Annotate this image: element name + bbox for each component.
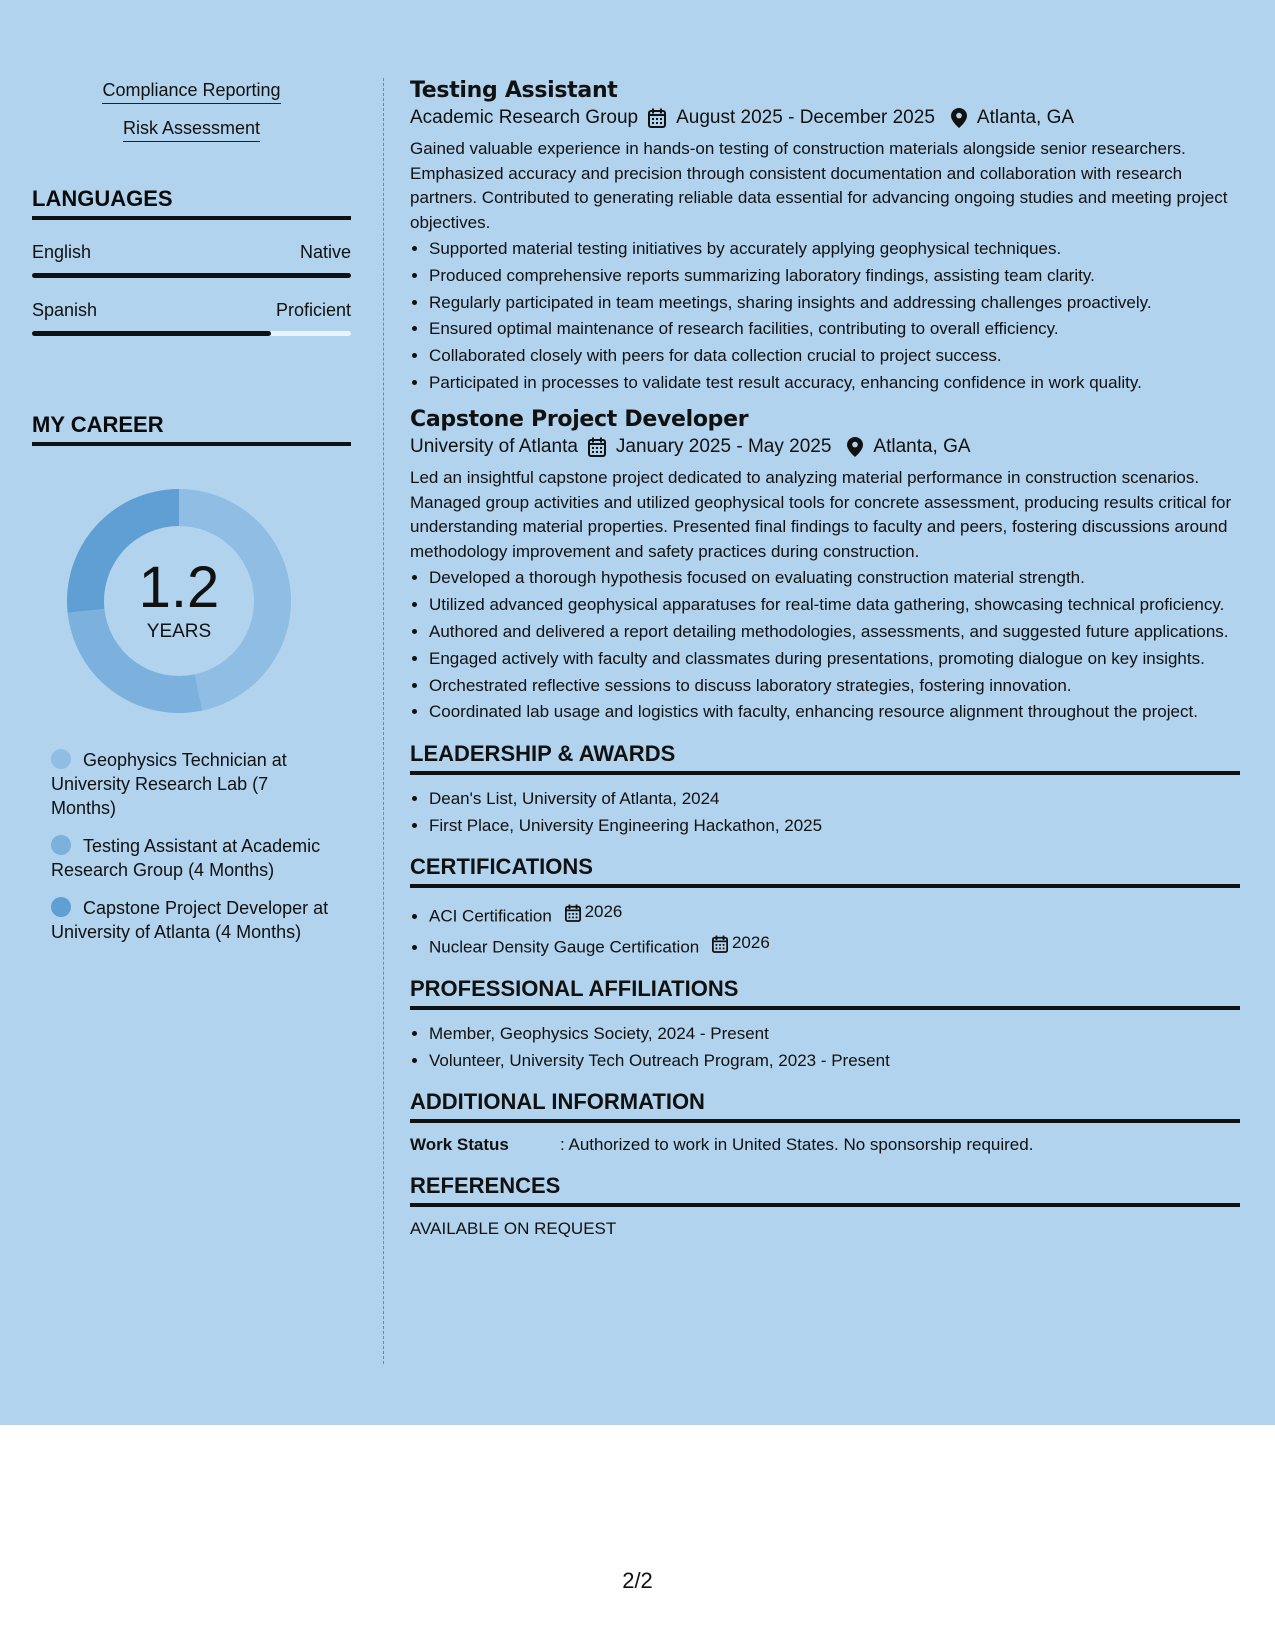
career-legend-label: Capstone Project Developer at University of Atlanta (4 Months) <box>51 898 329 942</box>
references-text: AVAILABLE ON REQUEST <box>410 1219 617 1239</box>
skill-label: Risk Assessment <box>123 118 260 142</box>
certification-name: Nuclear Density Gauge Certification <box>429 937 700 957</box>
legend-dot <box>51 835 71 855</box>
languages-heading: LANGUAGES <box>32 186 351 220</box>
list-item: • First Place, University Engineering Hackathon, 2025 <box>429 814 1240 839</box>
certification-year: 2026 <box>584 902 623 922</box>
career-legend-label: Testing Assistant at Academic Research Group (4 Months) <box>51 836 321 880</box>
job-title: Capstone Project Developer <box>410 407 749 433</box>
job-dates: January 2025 - May 2025 <box>615 436 832 458</box>
list-item: • Supported material testing initiatives by accurately applying geophysical techniques. <box>429 237 1240 262</box>
career-legend-item <box>51 748 331 820</box>
location-pin-icon <box>847 437 863 457</box>
language-proficiency-fill <box>32 273 351 278</box>
career-heading: MY CAREER <box>32 412 351 446</box>
language-proficiency-bar <box>32 331 351 336</box>
career-total-years: 1.2 <box>138 555 220 620</box>
list-item: • Participated in processes to validate test result accuracy, enhancing confidence in work quality. <box>429 371 1240 396</box>
language-level: Native <box>299 242 351 262</box>
job-company: University of Atlanta <box>410 436 578 458</box>
column-divider <box>383 78 384 1364</box>
certifications-heading: CERTIFICATIONS <box>410 854 1240 888</box>
job-summary: Led an insightful capstone project dedicated to analyzing material performance in construction scenarios. Managed group activities and utilized geophysical tools for concrete assessment, producing results critical for understanding material properties. Presented final findings to faculty and peers, fostering discussions around methodology improvement and safety practices during construction. <box>410 468 1232 561</box>
references-heading: REFERENCES <box>410 1173 1240 1207</box>
list-item: • Dean's List, University of Atlanta, 2024 <box>429 787 1240 812</box>
additional-row <box>410 1135 1240 1155</box>
job-location: Atlanta, GA <box>976 107 1075 128</box>
job-entry <box>410 407 1240 724</box>
job-location: Atlanta, GA <box>873 436 971 458</box>
career-legend-item <box>51 896 331 944</box>
list-item: • Authored and delivered a report detailing methodologies, assessments, and suggested future applications. <box>429 620 1240 645</box>
skill-label: Compliance Reporting <box>102 80 280 104</box>
language-proficiency-fill <box>32 331 271 336</box>
certification-name: ACI Certification <box>429 906 552 926</box>
list-item: • Collaborated closely with peers for data collection crucial to project success. <box>429 344 1240 369</box>
list-item: • Engaged actively with faculty and classmates during presentations, promoting dialogue on key insights. <box>429 647 1240 672</box>
affiliations-heading: PROFESSIONAL AFFILIATIONS <box>410 976 1240 1010</box>
calendar-icon <box>588 437 606 457</box>
job-summary: Gained valuable experience in hands-on testing of construction materials alongside senior researchers. Emphasized accuracy and precision through consistent documentation and collaboration with research partners. Contributed to generating reliable data essential for advancing ongoing studies and meeting project objectives. <box>410 139 1228 232</box>
job-bullets <box>410 566 1240 724</box>
calendar-icon <box>648 108 666 128</box>
additional-heading: ADDITIONAL INFORMATION <box>410 1089 1240 1123</box>
language-item <box>32 300 351 336</box>
skill-item <box>32 118 351 142</box>
leadership-heading: LEADERSHIP & AWARDS <box>410 741 1240 775</box>
language-item <box>32 242 351 278</box>
career-total-unit: YEARS <box>146 621 212 642</box>
calendar-icon <box>712 935 728 953</box>
career-donut-chart <box>64 486 294 716</box>
sidebar <box>32 80 351 958</box>
list-item: • Regularly participated in team meetings, sharing insights and addressing challenges proactively. <box>429 291 1240 316</box>
list-item: • Utilized advanced geophysical apparatuses for real-time data gathering, showcasing technical proficiency. <box>429 593 1240 618</box>
career-legend <box>51 748 331 944</box>
location-pin-icon <box>951 108 967 128</box>
legend-dot <box>51 749 71 769</box>
list-item: • Developed a thorough hypothesis focused on evaluating construction material strength. <box>429 566 1240 591</box>
legend-dot <box>51 897 71 917</box>
list-item: • Volunteer, University Tech Outreach Program, 2023 - Present <box>429 1049 1240 1074</box>
calendar-icon <box>565 904 581 922</box>
main-content <box>410 78 1240 1239</box>
list-item: • Produced comprehensive reports summarizing laboratory findings, assisting team clarity. <box>429 264 1240 289</box>
job-entry <box>410 78 1240 395</box>
additional-value: : Authorized to work in United States. No sponsorship required. <box>560 1135 1034 1155</box>
language-name: English <box>32 242 92 262</box>
affiliations-list <box>410 1022 1240 1073</box>
language-name: Spanish <box>32 300 98 320</box>
language-proficiency-bar <box>32 273 351 278</box>
leadership-list <box>410 787 1240 838</box>
list-item <box>429 931 1240 960</box>
list-item: • Orchestrated reflective sessions to discuss laboratory strategies, fostering innovation. <box>429 674 1240 699</box>
language-level: Proficient <box>275 300 351 320</box>
certification-year: 2026 <box>731 933 770 953</box>
job-title: Testing Assistant <box>410 78 618 103</box>
job-dates: August 2025 - December 2025 <box>676 107 935 128</box>
list-item: • Member, Geophysics Society, 2024 - Present <box>429 1022 1240 1047</box>
job-company: Academic Research Group <box>410 107 639 128</box>
career-legend-item <box>51 834 331 882</box>
job-bullets <box>410 237 1240 395</box>
list-item <box>429 900 1240 929</box>
skill-item <box>32 80 351 104</box>
list-item: • Coordinated lab usage and logistics with faculty, enhancing resource alignment throughout the project. <box>429 700 1240 725</box>
page-number: 2/2 <box>622 1568 653 1593</box>
list-item: • Ensured optimal maintenance of research facilities, contributing to overall efficiency. <box>429 317 1240 342</box>
additional-label: Work Status <box>410 1135 509 1155</box>
certifications-list <box>410 900 1240 960</box>
career-legend-label: Geophysics Technician at University Research Lab (7 Months) <box>51 750 287 818</box>
